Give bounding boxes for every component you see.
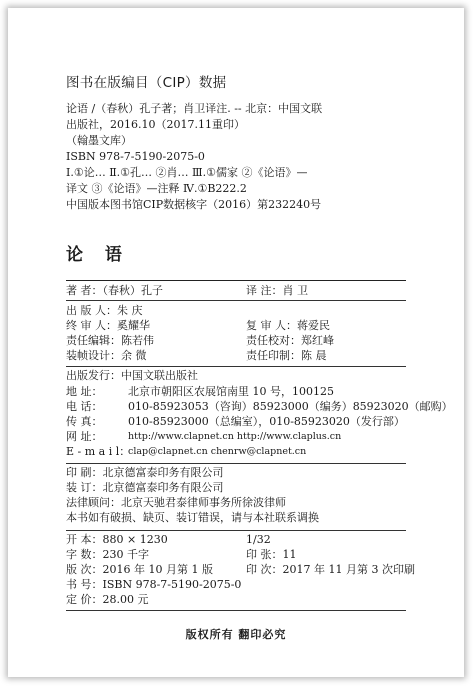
divider xyxy=(66,463,406,464)
cip-line: （翰墨文库） xyxy=(66,134,132,147)
cip-line: ISBN 978-7-5190-2075-0 xyxy=(66,150,205,163)
binder: 装 订：北京德富泰印务有限公司 xyxy=(66,481,224,494)
address-label: 地 址： xyxy=(66,385,103,398)
email: clap@clapnet.cn chenrw@clapnet.cn xyxy=(128,446,307,457)
divider xyxy=(66,366,406,367)
cip-title: 图书在版编目（CIP）数据 xyxy=(66,75,227,91)
website: http://www.clapnet.cn http://www.claplus.cn xyxy=(128,431,342,442)
cip-line: Ⅰ.①论… Ⅱ.①孔… ②肖… Ⅲ.①儒家 ②《论语》— xyxy=(66,166,308,179)
isbn: 书 号：ISBN 978-7-5190-2075-0 xyxy=(66,578,242,591)
address: 北京市朝阳区农展馆南里 10 号，100125 xyxy=(128,385,334,398)
copyright-page xyxy=(8,8,464,677)
fax-label: 传 真： xyxy=(66,415,103,428)
cip-line: 中国版本图书馆CIP数据核字（2016）第232240号 xyxy=(66,198,322,211)
phone-label: 电 话： xyxy=(66,400,103,413)
printer: 印 刷：北京德富泰印务有限公司 xyxy=(66,466,224,479)
publisher-person: 出 版 人：朱 庆 xyxy=(66,304,143,317)
translator-line: 译 注：肖 卫 xyxy=(246,284,308,297)
author-line: 著 者：（春秋）孔子 xyxy=(66,284,163,297)
cip-line: 出版社，2016.10（2017.11重印） xyxy=(66,118,245,131)
page-content xyxy=(8,8,464,677)
print-manager: 责任印制：陈 晨 xyxy=(246,349,327,362)
email-label: E - m a i l： xyxy=(66,445,131,458)
final-reviewer: 终 审 人：奚耀华 xyxy=(66,319,150,332)
book-title: 论 语 xyxy=(66,245,130,265)
legal-counsel: 法律顾问：北京天驰君泰律师事务所徐波律师 xyxy=(66,496,286,509)
format-fraction: 1/32 xyxy=(246,533,271,546)
format: 开 本：880 × 1230 xyxy=(66,533,168,546)
phone: 010-85923053（咨询）85923000（编务）85923020（邮购） xyxy=(128,400,453,413)
designer: 装帧设计：余 微 xyxy=(66,349,147,362)
cip-line: 论语 /（春秋）孔子著；肖卫译注. -- 北京：中国文联 xyxy=(66,102,323,115)
reviewer: 复 审 人：蒋爱民 xyxy=(246,319,330,332)
proofreader: 责任校对：郑红峰 xyxy=(246,334,334,347)
issuer: 出版发行：中国文联出版社 xyxy=(66,369,198,382)
divider xyxy=(66,610,406,611)
divider xyxy=(66,300,406,301)
web-label: 网 址： xyxy=(66,430,103,443)
notice: 本书如有破损、缺页、装订错误，请与本社联系调换 xyxy=(66,511,319,524)
divider xyxy=(66,530,406,531)
divider xyxy=(66,280,406,281)
copyright-notice: 版权所有 翻印必究 xyxy=(185,628,287,641)
word-count: 字 数：230 千字 xyxy=(66,548,149,561)
price: 定 价：28.00 元 xyxy=(66,593,149,606)
cip-line: 译文 ③《论语》—注释 Ⅳ.①B222.2 xyxy=(66,182,247,195)
editor: 责任编辑：陈若伟 xyxy=(66,334,154,347)
fax: 010-85923000（总编室），010-85923020（发行部） xyxy=(128,415,405,428)
edition: 版 次：2016 年 10 月第 1 版 xyxy=(66,563,213,576)
impression: 印 次：2017 年 11 月第 3 次印刷 xyxy=(246,563,415,576)
sheets: 印 张：11 xyxy=(246,548,297,561)
